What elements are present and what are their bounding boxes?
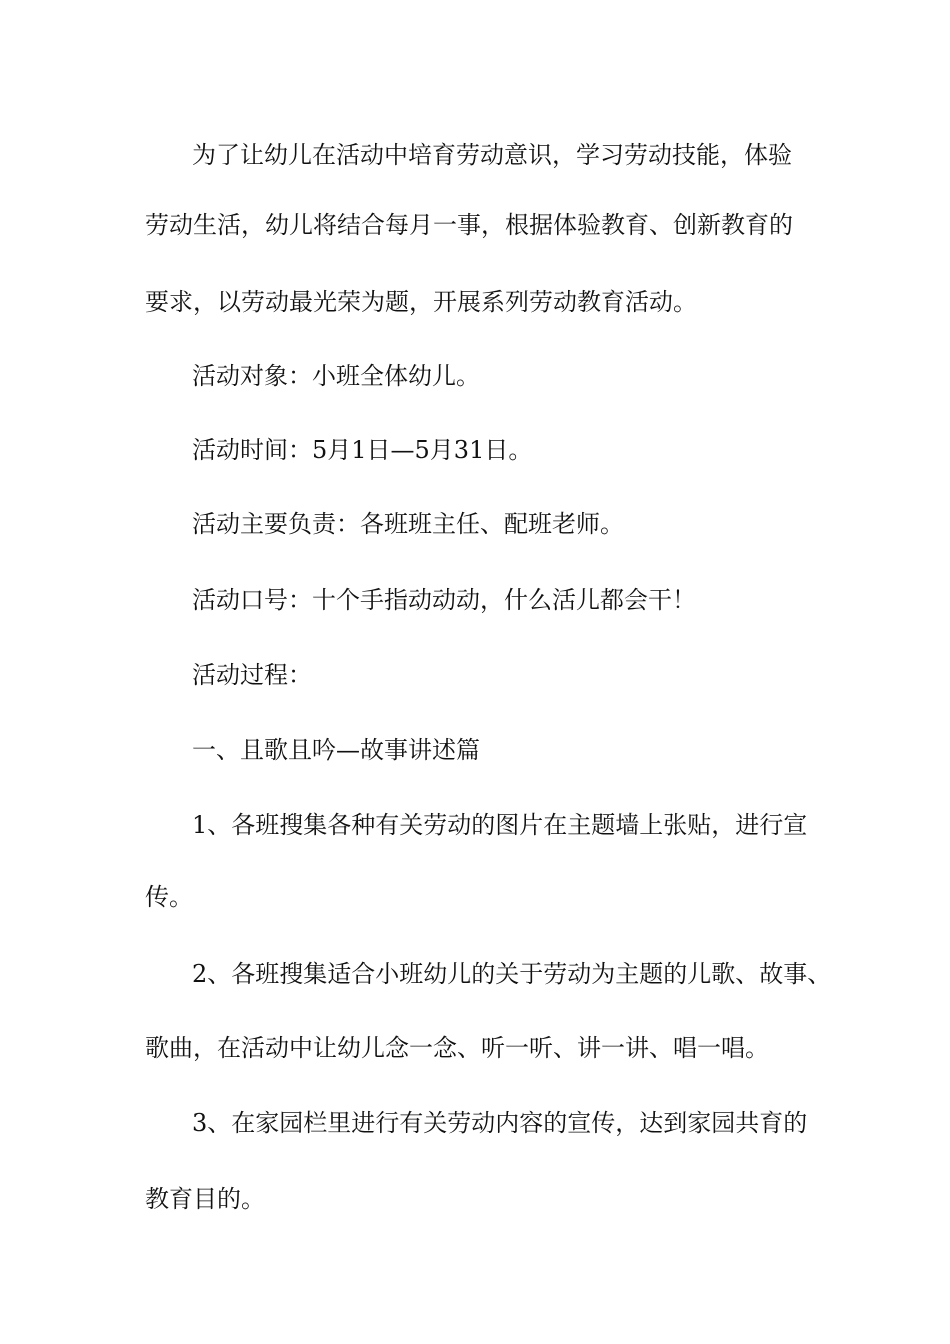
paragraph-intro-line-1: 为了让幼儿在活动中培育劳动意识，学习劳动技能，体验 [192, 141, 792, 169]
item-3-line-1: 3、在家园栏里进行有关劳动内容的宣传，达到家园共育的 [192, 1109, 808, 1137]
activity-process-heading: 活动过程： [192, 661, 312, 689]
activity-target: 活动对象：小班全体幼儿。 [192, 362, 480, 390]
section-heading-1: 一、且歌且吟—故事讲述篇 [192, 736, 480, 764]
paragraph-intro-line-2: 劳动生活，幼儿将结合每月一事，根据体验教育、创新教育的 [145, 211, 793, 239]
item-3-line-2: 教育目的。 [145, 1185, 265, 1213]
item-2-line-2: 歌曲，在活动中让幼儿念一念、听一听、讲一讲、唱一唱。 [145, 1034, 769, 1062]
paragraph-intro-line-3: 要求，以劳动最光荣为题，开展系列劳动教育活动。 [145, 288, 697, 316]
item-1-line-2: 传。 [145, 883, 193, 911]
item-2-line-1: 2、各班搜集适合小班幼儿的关于劳动为主题的儿歌、故事、 [192, 960, 832, 988]
item-1-line-1: 1、各班搜集各种有关劳动的图片在主题墙上张贴，进行宣 [192, 811, 808, 839]
activity-responsible: 活动主要负责：各班班主任、配班老师。 [192, 510, 624, 538]
activity-slogan: 活动口号：十个手指动动动，什么活儿都会干！ [192, 586, 696, 614]
activity-time: 活动时间：5月1日—5月31日。 [192, 436, 533, 464]
